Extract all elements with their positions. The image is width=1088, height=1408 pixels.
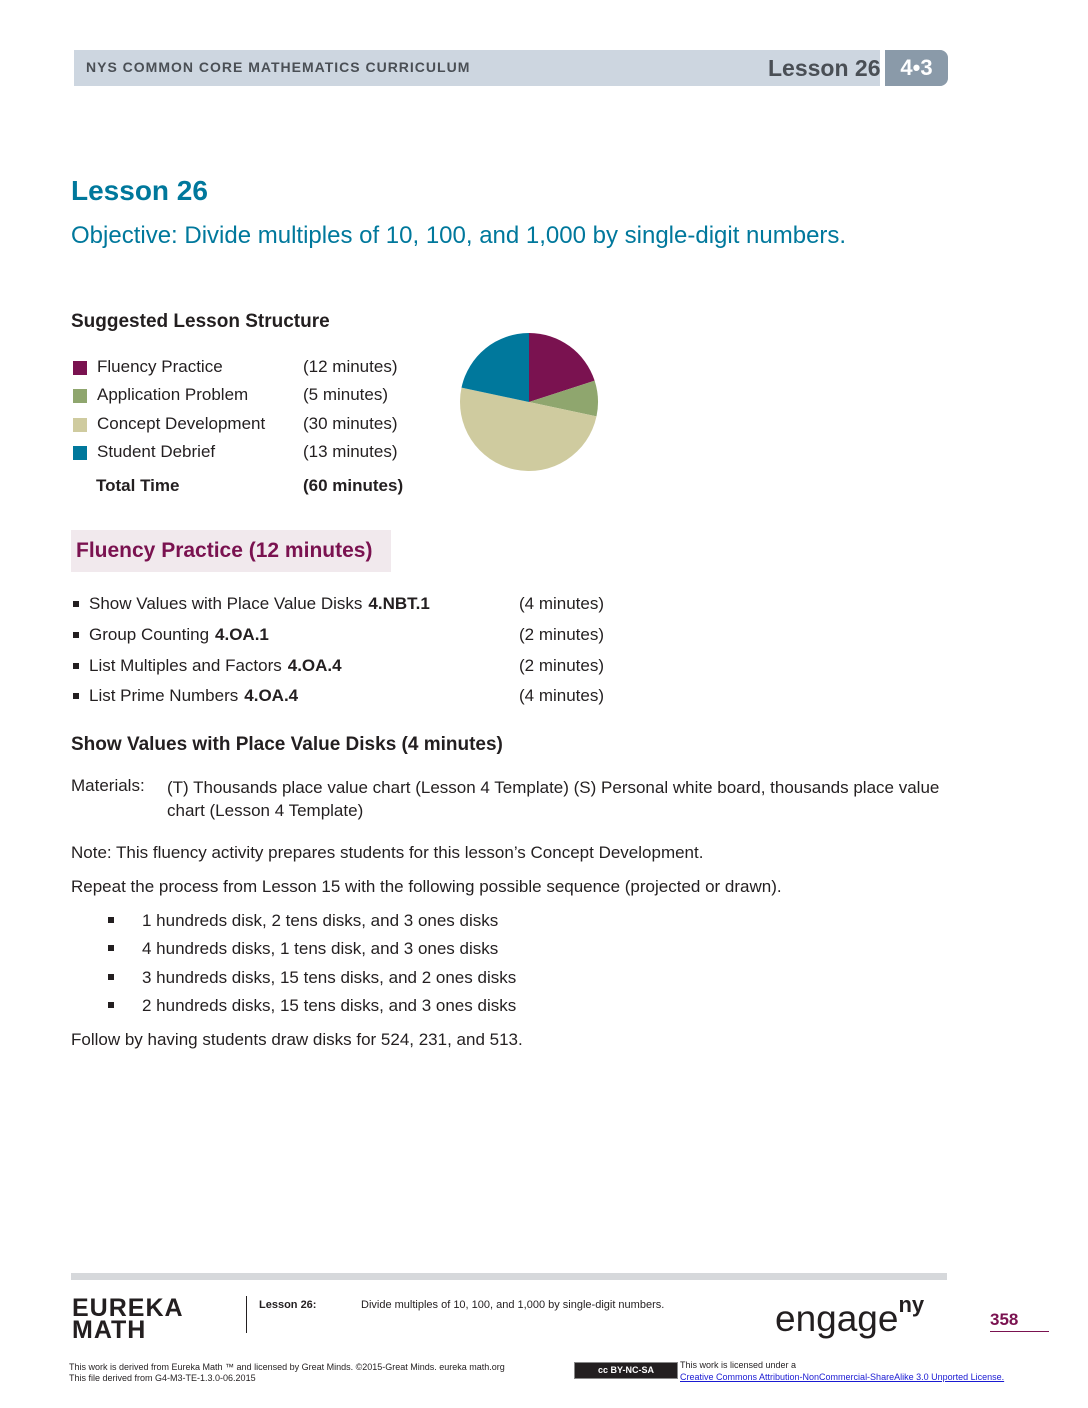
page-number: 358	[990, 1310, 1019, 1329]
license-text: This work is licensed under a	[680, 1360, 797, 1370]
fluency-standard: 4.OA.4	[287, 656, 342, 675]
bullet-icon	[108, 945, 114, 951]
bullet-icon	[73, 693, 79, 699]
logo-line-2: MATH	[72, 1316, 147, 1344]
structure-label: Concept Development	[97, 414, 266, 433]
note-text: Note: This fluency activity prepares students for this lesson’s Concept Development.	[71, 843, 704, 862]
lesson-objective: Objective: Divide multiples of 10, 100, and 1,000 by single-digit numbers.	[71, 222, 847, 249]
fluency-standard: 4.OA.4	[244, 686, 299, 705]
structure-time: (13 minutes)	[303, 442, 398, 461]
structure-time: (12 minutes)	[303, 357, 398, 376]
fluency-label: Group Counting	[89, 625, 210, 644]
sequence-text: 1 hundreds disk, 2 tens disks, and 3 ones disks	[142, 911, 499, 930]
structure-label: Student Debrief	[97, 442, 216, 461]
cc-license-badge: cc BY-NC-SA	[574, 1362, 678, 1379]
engage-sup: ny	[898, 1292, 925, 1317]
legend-swatch	[73, 361, 87, 375]
bullet-icon	[73, 632, 79, 638]
fluency-standard: 4.NBT.1	[368, 594, 430, 613]
engageny-logo	[775, 1292, 925, 1340]
footer-rule	[71, 1273, 947, 1280]
lesson-title: Lesson 26	[71, 175, 208, 206]
follow-text: Follow by having students draw disks for 524, 231, and 513.	[71, 1030, 523, 1049]
structure-label: Fluency Practice	[97, 357, 223, 376]
derived-notice: This work is derived from Eureka Math ™ and licensed by Great Minds. ©2015-Great Minds. eureka math.org	[69, 1362, 505, 1372]
engage-text: engage	[775, 1298, 899, 1339]
fluency-label: List Prime Numbers	[89, 686, 239, 705]
eureka-math-logo	[72, 1294, 184, 1344]
fluency-time: (4 minutes)	[519, 686, 605, 705]
fluency-standard: 4.OA.1	[215, 625, 269, 644]
sequence-text: 4 hundreds disks, 1 tens disk, and 3 ones disks	[142, 939, 499, 958]
footer-divider	[246, 1296, 247, 1333]
structure-label: Application Problem	[97, 385, 249, 404]
curriculum-title: NYS COMMON CORE MATHEMATICS CURRICULUM	[86, 59, 471, 75]
structure-heading: Suggested Lesson Structure	[71, 311, 330, 332]
fluency-label: List Multiples and Factors	[89, 656, 282, 675]
sequence-text: 2 hundreds disks, 15 tens disks, and 3 ones disks	[142, 996, 517, 1015]
materials-label: Materials:	[71, 776, 145, 795]
total-time: (60 minutes)	[303, 476, 404, 495]
page-number-rule	[990, 1331, 1049, 1332]
legend-swatch	[73, 446, 87, 460]
fluency-time: (2 minutes)	[519, 656, 605, 675]
sequence-text: 3 hundreds disks, 15 tens disks, and 2 ones disks	[142, 968, 517, 987]
structure-time: (5 minutes)	[303, 385, 389, 404]
section-heading: Show Values with Place Value Disks (4 minutes)	[71, 734, 503, 755]
fluency-heading: Fluency Practice (12 minutes)	[76, 539, 373, 562]
fluency-time: (4 minutes)	[519, 594, 605, 613]
footer-description: Divide multiples of 10, 100, and 1,000 by single-digit numbers.	[361, 1299, 665, 1311]
logo-line-1: EUREKA	[72, 1294, 184, 1322]
bullet-icon	[73, 601, 79, 607]
bullet-icon	[108, 1002, 114, 1008]
total-label: Total Time	[96, 476, 180, 495]
file-notice: This file derived from G4-M3-TE-1.3.0-06.2015	[69, 1373, 256, 1383]
bullet-icon	[108, 917, 114, 923]
legend-swatch	[73, 418, 87, 432]
fluency-label: Show Values with Place Value Disks	[89, 594, 363, 613]
materials-text: (T) Thousands place value chart (Lesson 4 Template) (S) Personal white board, thousands place value chart (Lesson 4 Template)	[167, 778, 940, 820]
lesson-pie-chart	[458, 331, 600, 473]
module-badge: 4•3	[885, 50, 948, 86]
legend-swatch	[73, 389, 87, 403]
bullet-icon	[73, 663, 79, 669]
repeat-text: Repeat the process from Lesson 15 with the following possible sequence (projected or drawn).	[71, 877, 782, 896]
fluency-time: (2 minutes)	[519, 625, 605, 644]
footer-lesson: Lesson 26:	[259, 1299, 317, 1311]
header-lesson: Lesson 26	[768, 55, 881, 81]
bullet-icon	[108, 974, 114, 980]
license-link[interactable]: Creative Commons Attribution-NonCommercial-ShareAlike 3.0 Unported License.	[680, 1372, 1005, 1382]
structure-time: (30 minutes)	[303, 414, 398, 433]
